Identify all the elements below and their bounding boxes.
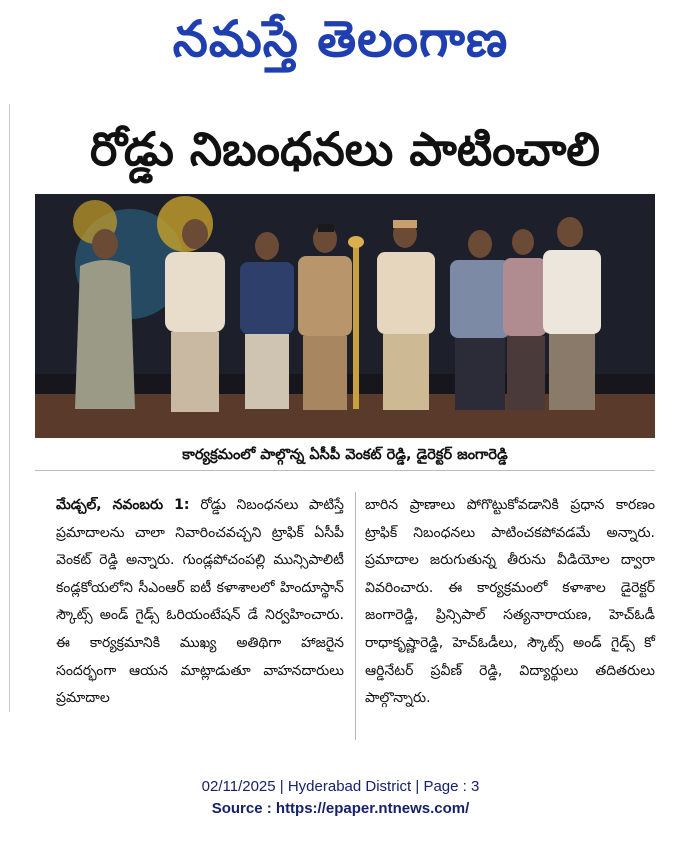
column-divider xyxy=(355,492,356,740)
article-body-left: రోడ్డు నిబంధనలు పాటిస్తే ప్రమాదాలను చాలా నివారించవచ్చని ట్రాఫిక్ ఏసీపీ వెంకట్ రెడ్డి అన్నారు. గుండ్లపోచంపల్లి మున్సిపాలిటీ కండ్లకోయలోని సీఎంఆర్ ఐటీ కళాశాలలో హిందూస్థాన్ స్కౌట్స్ అండ్ గైడ్స్ ఓరియంటేషన్ డే నిర్వహించారు. ఈ కార్యక్రమానికి ముఖ్య అతిథిగా హాజరైన సందర్భంగా ఆయన మాట్లాడుతూ వాహనదారులు ప్రమాదాల xyxy=(56,497,344,707)
article-column-right xyxy=(365,492,655,742)
article-photo xyxy=(35,194,655,438)
newspaper-masthead: నమస్తే తెలంగాణ xyxy=(172,10,509,68)
article-headline: రోడ్డు నిబంధనలు పాటించాలి xyxy=(89,122,601,176)
clipping-border xyxy=(9,104,10,712)
article-body-right: బారిన ప్రాణాలు పోగొట్టుకోవడానికి ప్రధాన కారణం ట్రాఫిక్ నిబంధనలు పాటించకపోవడమే అన్నారు. ప్రమాదాల జరుగుతున్న తీరును వీడియోల ద్వారా వివరించారు. ఈ కార్యక్రమంలో కళాశాల డైరెక్టర్ జంగారెడ్డి, ప్రిన్సిపాల్ సత్యనారాయణ, హెచ్ఓడీ రాధాకృష్ణారెడ్డి, హెచ్ఓడీలు, స్కౌట్స్ అండ్ గైడ్స్ కో ఆర్డినేటర్ ప్రవీణ్ రెడ్డి, విద్యార్థులు తదితరులు పాల్గొన్నారు. xyxy=(365,497,655,707)
photo-caption: కార్యక్రమంలో పాల్గొన్న ఏసీపీ వెంకట్ రెడ్డి, డైరెక్టర్ జంగారెడ్డి xyxy=(35,440,655,471)
footer-source-link[interactable]: Source : https://epaper.ntnews.com/ xyxy=(211,800,470,817)
footer-date-edition: 02/11/2025 | Hyderabad District | Page : 3 xyxy=(201,778,480,795)
article-column-left xyxy=(56,492,344,742)
article-dateline: మేడ్చల్, నవంబరు 1: xyxy=(56,497,201,513)
